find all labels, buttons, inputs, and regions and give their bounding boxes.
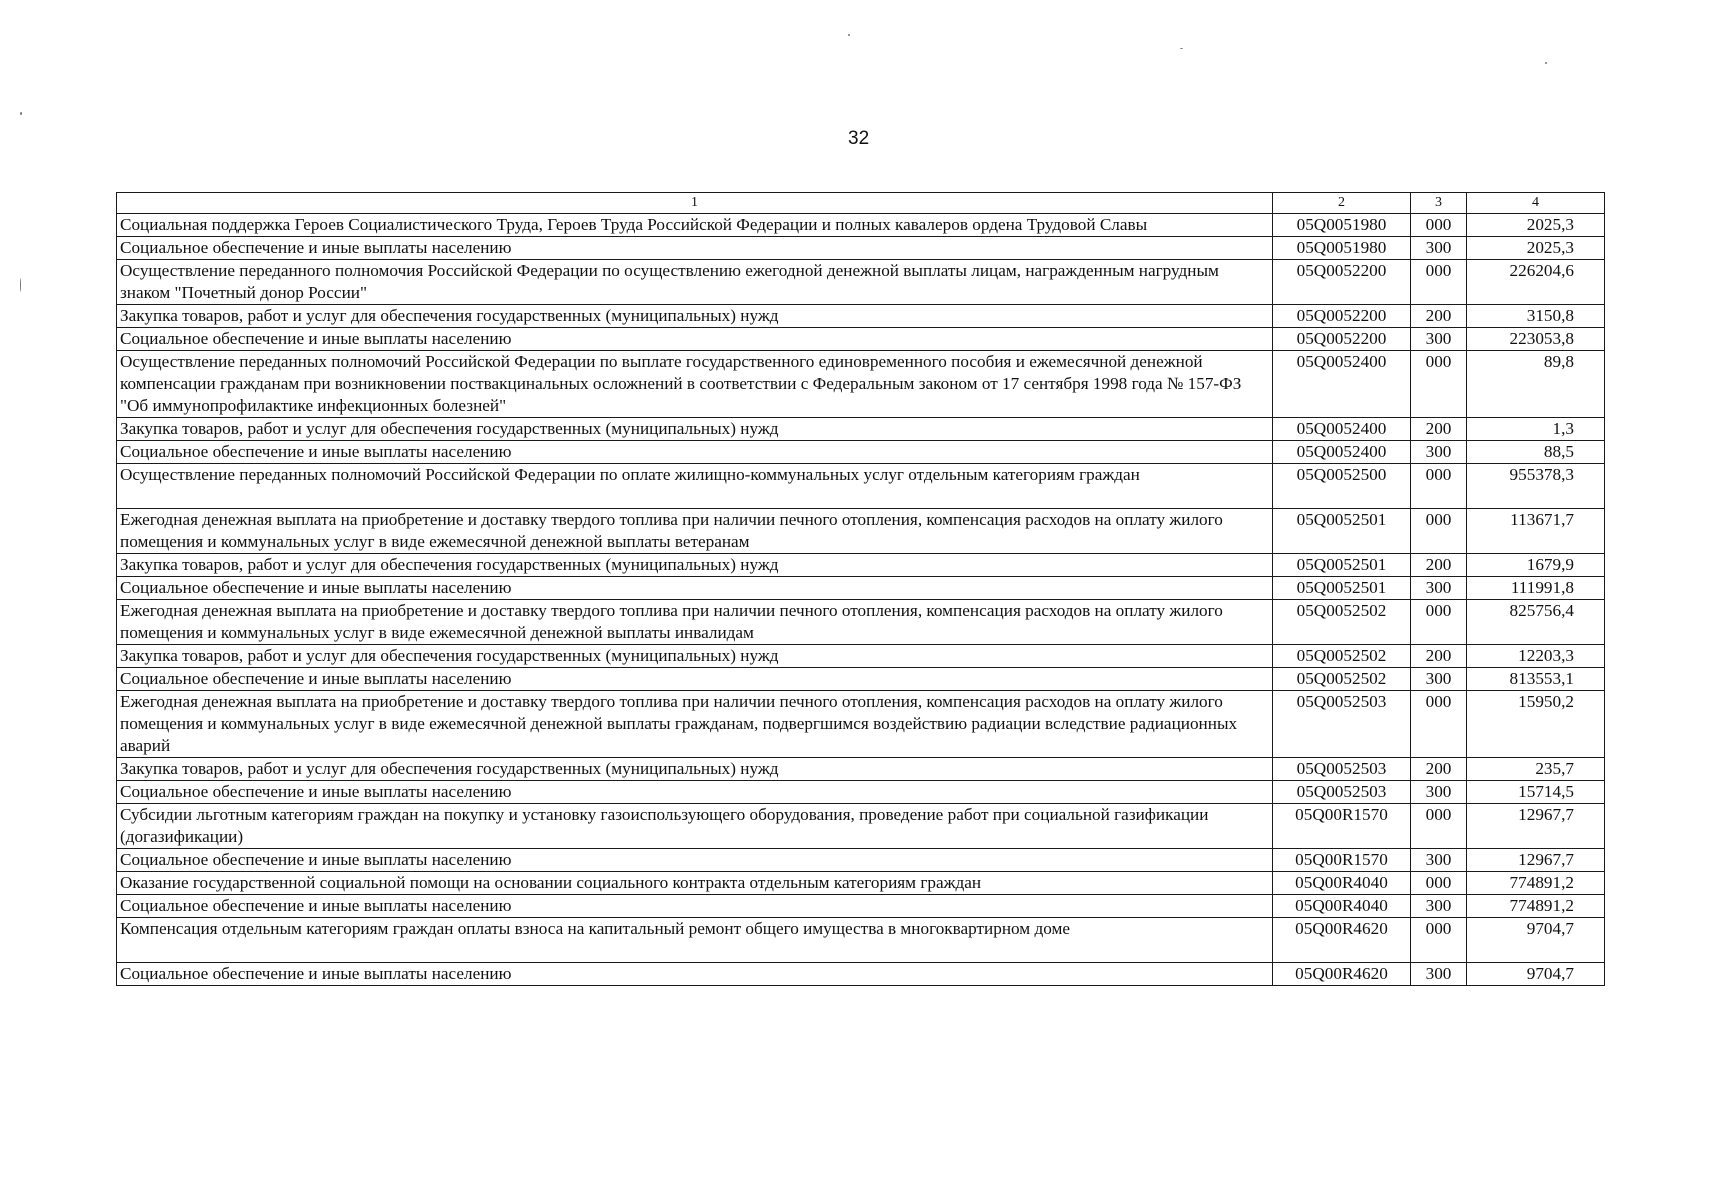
expense-type-cell: 000 xyxy=(1411,214,1467,237)
target-code-cell: 05Q00R1570 xyxy=(1273,849,1411,872)
column-number-3: 3 xyxy=(1411,193,1467,214)
expense-type-cell: 300 xyxy=(1411,328,1467,351)
table-row xyxy=(117,668,1605,691)
amount-cell: 3150,8 xyxy=(1467,305,1605,328)
target-code-cell: 05Q0052400 xyxy=(1273,418,1411,441)
target-code-cell: 05Q00R4040 xyxy=(1273,895,1411,918)
row-name-cell: Оказание государственной социальной помощи на основании социального контракта отдельным категориям граждан xyxy=(117,872,1273,895)
expense-type-cell: 200 xyxy=(1411,758,1467,781)
target-code-cell: 05Q0052200 xyxy=(1273,305,1411,328)
amount-cell: 12967,7 xyxy=(1467,849,1605,872)
page-number: 32 xyxy=(848,128,870,149)
target-code-cell: 05Q0052500 xyxy=(1273,464,1411,509)
amount-cell: 9704,7 xyxy=(1467,963,1605,986)
table-row xyxy=(117,691,1605,758)
row-name-cell: Социальное обеспечение и иные выплаты населению xyxy=(117,668,1273,691)
expense-type-cell: 200 xyxy=(1411,554,1467,577)
scan-speck xyxy=(20,278,21,292)
target-code-cell: 05Q0052501 xyxy=(1273,509,1411,554)
expense-type-cell: 300 xyxy=(1411,849,1467,872)
target-code-cell: 05Q0052503 xyxy=(1273,691,1411,758)
expense-type-cell: 200 xyxy=(1411,645,1467,668)
table-row xyxy=(117,554,1605,577)
target-code-cell: 05Q0052502 xyxy=(1273,668,1411,691)
expense-type-cell: 300 xyxy=(1411,668,1467,691)
target-code-cell: 05Q0052400 xyxy=(1273,351,1411,418)
target-code-cell: 05Q0052400 xyxy=(1273,441,1411,464)
row-name-cell: Социальное обеспечение и иные выплаты населению xyxy=(117,328,1273,351)
scan-speck xyxy=(1180,48,1183,49)
amount-cell: 111991,8 xyxy=(1467,577,1605,600)
row-name-cell: Субсидии льготным категориям граждан на покупку и установку газоиспользующего оборудования, проведение работ при социальной газификации (догазификации) xyxy=(117,804,1273,849)
expense-type-cell: 000 xyxy=(1411,804,1467,849)
target-code-cell: 05Q0052502 xyxy=(1273,600,1411,645)
amount-cell: 12203,3 xyxy=(1467,645,1605,668)
row-name-cell: Компенсация отдельным категориям граждан оплаты взноса на капитальный ремонт общего имущества в многоквартирном доме xyxy=(117,918,1273,963)
row-name-cell: Социальное обеспечение и иные выплаты населению xyxy=(117,237,1273,260)
amount-cell: 88,5 xyxy=(1467,441,1605,464)
row-name-cell: Закупка товаров, работ и услуг для обеспечения государственных (муниципальных) нужд xyxy=(117,645,1273,668)
row-name-cell: Закупка товаров, работ и услуг для обеспечения государственных (муниципальных) нужд xyxy=(117,418,1273,441)
target-code-cell: 05Q00R4620 xyxy=(1273,918,1411,963)
table-row xyxy=(117,600,1605,645)
target-code-cell: 05Q0051980 xyxy=(1273,237,1411,260)
expense-type-cell: 300 xyxy=(1411,895,1467,918)
table-row xyxy=(117,645,1605,668)
amount-cell: 955378,3 xyxy=(1467,464,1605,509)
expense-type-cell: 300 xyxy=(1411,237,1467,260)
amount-cell: 813553,1 xyxy=(1467,668,1605,691)
expense-type-cell: 300 xyxy=(1411,577,1467,600)
column-number-1: 1 xyxy=(117,193,1273,214)
expense-type-cell: 300 xyxy=(1411,963,1467,986)
amount-cell: 9704,7 xyxy=(1467,918,1605,963)
expense-type-cell: 300 xyxy=(1411,781,1467,804)
expense-type-cell: 000 xyxy=(1411,918,1467,963)
row-name-cell: Социальное обеспечение и иные выплаты населению xyxy=(117,849,1273,872)
row-name-cell: Ежегодная денежная выплата на приобретение и доставку твердого топлива при наличии печного отопления, компенсация расходов на оплату жилого помещения и коммунальных услуг в виде ежемесячной денежной выплаты ветеранам xyxy=(117,509,1273,554)
table-row xyxy=(117,214,1605,237)
table-row xyxy=(117,418,1605,441)
target-code-cell: 05Q0051980 xyxy=(1273,214,1411,237)
column-number-4: 4 xyxy=(1467,193,1605,214)
table-row xyxy=(117,918,1605,963)
target-code-cell: 05Q0052501 xyxy=(1273,577,1411,600)
row-name-cell: Закупка товаров, работ и услуг для обеспечения государственных (муниципальных) нужд xyxy=(117,554,1273,577)
expense-type-cell: 000 xyxy=(1411,464,1467,509)
expense-type-cell: 300 xyxy=(1411,441,1467,464)
amount-cell: 825756,4 xyxy=(1467,600,1605,645)
amount-cell: 226204,6 xyxy=(1467,260,1605,305)
table-row xyxy=(117,464,1605,509)
row-name-cell: Ежегодная денежная выплата на приобретение и доставку твердого топлива при наличии печного отопления, компенсация расходов на оплату жилого помещения и коммунальных услуг в виде ежемесячной денежной выплаты инвалидам xyxy=(117,600,1273,645)
row-name-cell: Закупка товаров, работ и услуг для обеспечения государственных (муниципальных) нужд xyxy=(117,305,1273,328)
expense-type-cell: 000 xyxy=(1411,351,1467,418)
target-code-cell: 05Q00R4040 xyxy=(1273,872,1411,895)
row-name-cell: Закупка товаров, работ и услуг для обеспечения государственных (муниципальных) нужд xyxy=(117,758,1273,781)
amount-cell: 89,8 xyxy=(1467,351,1605,418)
amount-cell: 774891,2 xyxy=(1467,895,1605,918)
row-name-cell: Социальное обеспечение и иные выплаты населению xyxy=(117,577,1273,600)
target-code-cell: 05Q00R1570 xyxy=(1273,804,1411,849)
target-code-cell: 05Q00R4620 xyxy=(1273,963,1411,986)
target-code-cell: 05Q0052200 xyxy=(1273,328,1411,351)
table-row xyxy=(117,237,1605,260)
table-row xyxy=(117,328,1605,351)
table-row xyxy=(117,849,1605,872)
target-code-cell: 05Q0052200 xyxy=(1273,260,1411,305)
row-name-cell: Социальное обеспечение и иные выплаты населению xyxy=(117,781,1273,804)
amount-cell: 15950,2 xyxy=(1467,691,1605,758)
scan-speck xyxy=(1545,62,1547,64)
scan-speck xyxy=(20,112,22,115)
expense-type-cell: 000 xyxy=(1411,600,1467,645)
table-row xyxy=(117,509,1605,554)
table-row xyxy=(117,781,1605,804)
row-name-cell: Социальное обеспечение и иные выплаты населению xyxy=(117,441,1273,464)
table-row xyxy=(117,872,1605,895)
budget-table-body xyxy=(117,193,1605,986)
table-row xyxy=(117,260,1605,305)
column-number-row xyxy=(117,193,1605,214)
table-row xyxy=(117,351,1605,418)
table-row xyxy=(117,577,1605,600)
row-name-cell: Социальное обеспечение и иные выплаты населению xyxy=(117,963,1273,986)
target-code-cell: 05Q0052503 xyxy=(1273,781,1411,804)
row-name-cell: Осуществление переданного полномочия Российской Федерации по осуществлению ежегодной денежной выплаты лицам, награжденным нагрудным знаком "Почетный донор России" xyxy=(117,260,1273,305)
expense-type-cell: 000 xyxy=(1411,691,1467,758)
target-code-cell: 05Q0052503 xyxy=(1273,758,1411,781)
amount-cell: 223053,8 xyxy=(1467,328,1605,351)
budget-table xyxy=(116,192,1605,986)
table-row xyxy=(117,758,1605,781)
amount-cell: 15714,5 xyxy=(1467,781,1605,804)
amount-cell: 235,7 xyxy=(1467,758,1605,781)
expense-type-cell: 200 xyxy=(1411,418,1467,441)
table-row xyxy=(117,305,1605,328)
target-code-cell: 05Q0052501 xyxy=(1273,554,1411,577)
row-name-cell: Осуществление переданных полномочий Российской Федерации по выплате государственного единовременного пособия и ежемесячной денежной компенсации гражданам при возникновении поствакцинальных осложнений в соответствии с Федеральным законом от 17 сентября 1998 года № 157-ФЗ "Об иммунопрофилактике инфекционных болезней" xyxy=(117,351,1273,418)
expense-type-cell: 000 xyxy=(1411,509,1467,554)
amount-cell: 113671,7 xyxy=(1467,509,1605,554)
expense-type-cell: 000 xyxy=(1411,260,1467,305)
row-name-cell: Социальная поддержка Героев Социалистического Труда, Героев Труда Российской Федерации и полных кавалеров ордена Трудовой Славы xyxy=(117,214,1273,237)
table-row xyxy=(117,963,1605,986)
table-row xyxy=(117,804,1605,849)
target-code-cell: 05Q0052502 xyxy=(1273,645,1411,668)
column-number-2: 2 xyxy=(1273,193,1411,214)
table-row xyxy=(117,441,1605,464)
amount-cell: 774891,2 xyxy=(1467,872,1605,895)
amount-cell: 2025,3 xyxy=(1467,214,1605,237)
row-name-cell: Осуществление переданных полномочий Российской Федерации по оплате жилищно-коммунальных услуг отдельным категориям граждан xyxy=(117,464,1273,509)
row-name-cell: Социальное обеспечение и иные выплаты населению xyxy=(117,895,1273,918)
scan-speck xyxy=(848,34,850,36)
amount-cell: 12967,7 xyxy=(1467,804,1605,849)
expense-type-cell: 000 xyxy=(1411,872,1467,895)
amount-cell: 1,3 xyxy=(1467,418,1605,441)
amount-cell: 1679,9 xyxy=(1467,554,1605,577)
row-name-cell: Ежегодная денежная выплата на приобретение и доставку твердого топлива при наличии печного отопления, компенсация расходов на оплату жилого помещения и коммунальных услуг в виде ежемесячной денежной выплаты гражданам, подвергшимся воздействию радиации вследствие радиационных аварий xyxy=(117,691,1273,758)
amount-cell: 2025,3 xyxy=(1467,237,1605,260)
table-row xyxy=(117,895,1605,918)
expense-type-cell: 200 xyxy=(1411,305,1467,328)
